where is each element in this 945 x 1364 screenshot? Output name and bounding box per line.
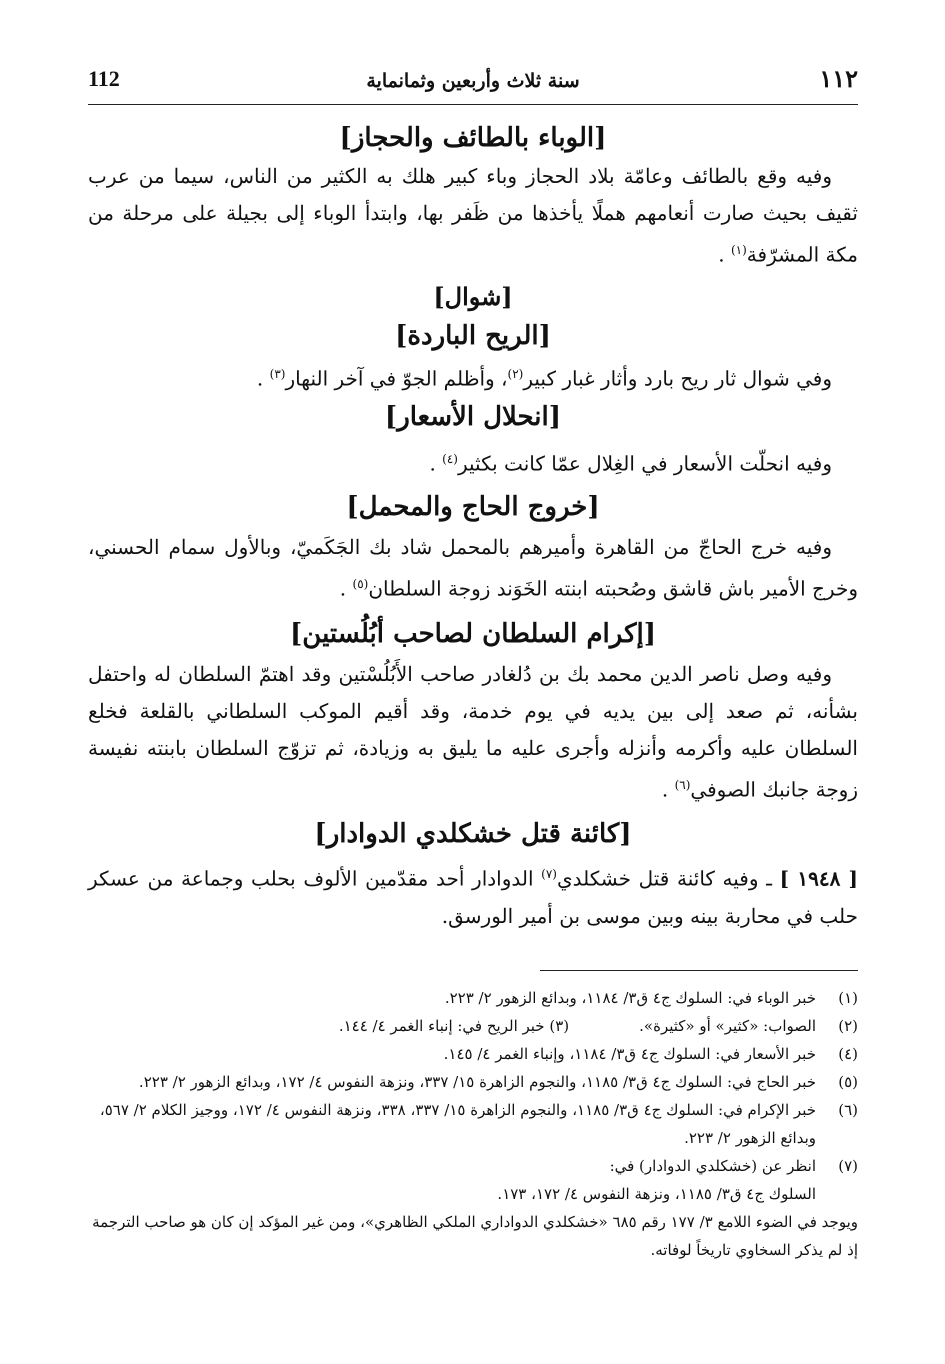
page-header bbox=[88, 62, 858, 102]
paragraph: وفيه وصل ناصر الدين محمد بك بن دُلغادر صاحب الأَبُلُسْتين وقد اهتمّ السلطان له واحتفل بشأنه، ثم صعد إلى بين يديه في يوم خدمة، وقد أقيم الموكب السلطاني بالقلعة فخلع السلطان عليه وأكرمه وأنزله وأجرى عليه ما يليق به وزيادة، ثم تزوّج السلطان بابنته نفيسة زوجة جانبك الصوفي$^{(٦)}$ . bbox=[88, 661, 858, 802]
footnote-ref[interactable]: (٦) bbox=[674, 777, 691, 792]
footnote: (٢) الصواب: «كثير» أو «كثيرة».(٣) خبر الريح في: إنباء الغمر ٤/ ١٤٤. bbox=[338, 1017, 858, 1035]
section-heading: [خروج الحاج والمحمل] bbox=[346, 491, 600, 522]
paragraph: [ ١٩٤٨ ] ـ وفيه كائنة قتل خشكلدي$^{(٧)}$ الدوادار أحد مقدّمين الألوف بحلب وجماعة من عسكر حلب في محاربة بينه وبين موسى بن أمير الورسق. bbox=[88, 866, 859, 928]
footnote-ref[interactable]: (١) bbox=[730, 243, 747, 257]
footnote-ref[interactable]: (٣) bbox=[269, 366, 286, 381]
footnote: (٤) خبر الأسعار في: السلوك ج٤ ق٣/ ١١٨٤، وإنباء الغمر ٤/ ١٤٥. bbox=[443, 1045, 858, 1063]
paragraph: وفيه انحلّت الأسعار في الغِلال عمّا كانت بكثير$^{(٤)}$ . bbox=[429, 451, 832, 476]
footnote: (١) خبر الوباء في: السلوك ج٤ ق٣/ ١١٨٤، وبدائع الزهور ٢/ ٢٢٣. bbox=[444, 989, 858, 1007]
footnote: (٧) انظر عن (خشكلدي الدوادار) في: السلوك ج٤ ق٣/ ١١٨٥، ونزهة النفوس ٤/ ١٧٢، ١٧٣. bbox=[497, 1157, 858, 1203]
footnote-ref[interactable]: (٥) bbox=[352, 576, 369, 591]
section-heading: [كائنة قتل خشكلدي الدوادار] bbox=[314, 819, 632, 850]
section-heading: [الوباء بالطائف والحجاز] bbox=[339, 123, 607, 153]
running-title: سنة ثلاث وأربعين وثمانماية bbox=[366, 70, 580, 92]
footnotes bbox=[88, 984, 858, 1264]
footnote-ref[interactable]: (٧) bbox=[541, 867, 557, 882]
paragraph: وفيه خرج الحاجّ من القاهرة وأميرهم بالمحمل شاد بك الجَكَميّ، وبالأول سمام الحسني، وخرج الأمير باش قاشق وصُحبته ابنته الخَوَند زوجة السلطان$^{(٥)}$ . bbox=[88, 534, 858, 601]
section-heading: [إكرام السلطان لصاحب أبُلُستين] bbox=[289, 618, 657, 649]
footnote: (٥) خبر الحاج في: السلوك ج٤ ق٣/ ١١٨٥، والنجوم الزاهرة ١٥/ ٣٣٧، ونزهة النفوس ٤/ ١٧٢، وبدائع الزهور ٢/ ٢٢٣. bbox=[138, 1073, 858, 1091]
footnote: (٦) خبر الإكرام في: السلوك ج٤ ق٣/ ١١٨٥، والنجوم الزاهرة ١٥/ ٣٣٧، ٣٣٨، ونزهة النفوس ٤/ ١٧٢، ووجيز الكلام ٢/ ٥٦٧، وبدائع الزهور ٢/ ٢٢٣. bbox=[99, 1101, 858, 1147]
paragraph: وفي شوال ثار ريح بارد وأثار غبار كبير$^{(٢)}$، وأظلم الجوّ في آخر النهار$^{(٣)}$ . bbox=[256, 366, 832, 391]
section-heading: [الريح الباردة] bbox=[395, 320, 551, 351]
paragraph: وفيه وقع بالطائف وعامّة بلاد الحجاز وباء كبير هلك به الكثير من الناس، سيما من عرب ثقيف بحيث صارت أنعامهم هملًا يأخذها من ظَفر بها، وابتدأ الوباء إلى بجيلة على مرحلة من مكة المشرّفة$^{(١)}$ . bbox=[88, 164, 858, 267]
month-heading: [شوال] bbox=[433, 281, 513, 311]
main-text bbox=[88, 118, 858, 935]
page-number-arabic: ١١٢ bbox=[819, 64, 858, 93]
footnote-ref[interactable]: (٢) bbox=[507, 366, 524, 381]
footnote-continuation: ويوجد في الضوء اللامع ٣/ ١٧٧ رقم ٦٨٥ «خشكلدي الدواداري الملكي الظاهري»، ومن غير المؤكد إن كان هو صاحب الترجمة إذ لم يذكر السخاوي تاريخاً لوفاته. bbox=[92, 1213, 858, 1259]
section-heading: [انحلال الأسعار] bbox=[384, 402, 562, 433]
entry-number: [ ١٩٤٨ ] bbox=[779, 866, 859, 891]
page-number-latin: 112 bbox=[88, 66, 120, 91]
footnote-rule bbox=[540, 970, 858, 971]
header-rule bbox=[88, 104, 858, 105]
footnote-ref[interactable]: (٤) bbox=[442, 452, 458, 467]
